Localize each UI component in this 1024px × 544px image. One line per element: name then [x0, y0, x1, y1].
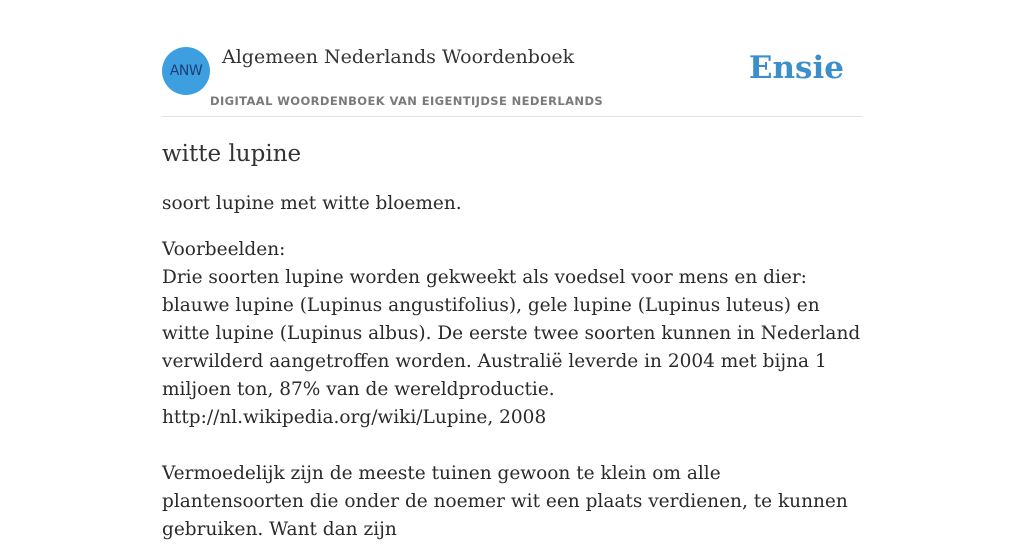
example-item	[162, 460, 862, 544]
anw-logo[interactable]: ANW	[162, 47, 210, 95]
example-text: Vermoedelijk zijn de meeste tuinen gewoon te klein om alle plantensoorten die onder de noemer wit een plaats verdienen, te kunnen gebruiken. Want dan zijn	[162, 463, 848, 540]
dictionary-subtitle: DIGITAAL WOORDENBOEK VAN EIGENTIJDSE NEDERLANDS	[210, 94, 604, 108]
example-source: http://nl.wikipedia.org/wiki/Lupine, 2008	[162, 407, 547, 428]
examples-label: Voorbeelden:	[162, 239, 286, 260]
entry-definition: soort lupine met witte bloemen.	[162, 193, 462, 214]
entry-headword: witte lupine	[162, 141, 302, 167]
example-text: Drie soorten lupine worden gekweekt als voedsel voor mens en dier: blauwe lupine (Lupinus angustifolius), gele lupine (Lupinus luteus) en witte lupine (Lupinus albus). De eerste twee soorten kunnen in Nederland verwilderd aangetroffen worden. Australië leverde in 2004 met bijna 1 miljoen ton, 87% van de wereldproductie.	[162, 267, 861, 400]
dictionary-title[interactable]: Algemeen Nederlands Woordenboek	[222, 46, 575, 68]
ensie-logo-link[interactable]: Ensie	[748, 50, 844, 86]
site-header	[162, 0, 862, 117]
example-item	[162, 264, 862, 432]
entry-content	[162, 138, 862, 544]
